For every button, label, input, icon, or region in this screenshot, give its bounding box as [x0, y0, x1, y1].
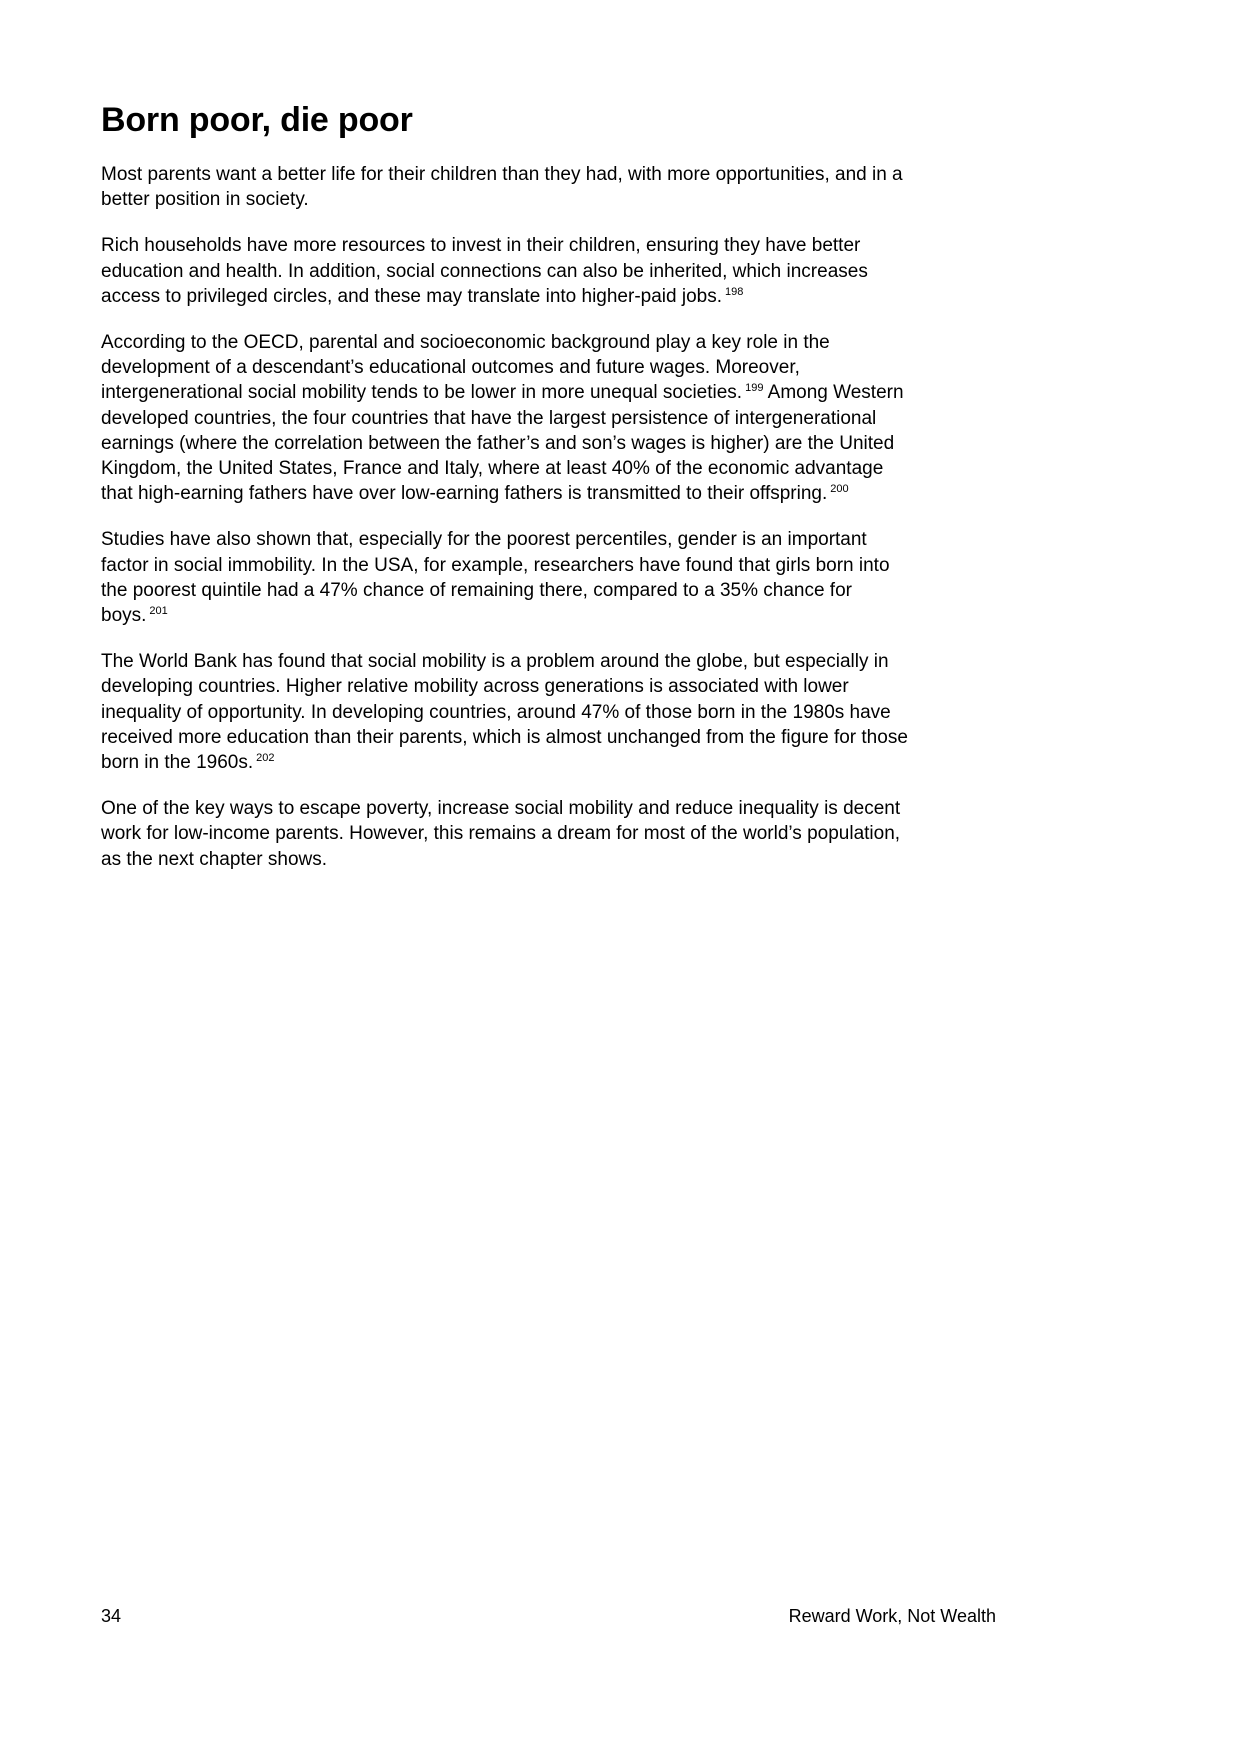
body-text — [101, 162, 913, 893]
footnote-ref[interactable]: 201 — [149, 605, 168, 618]
paragraph-text: The World Bank has found that social mobility is a problem around the globe, but especially in developing countries. Higher relative mobility across generations is associated with lower inequality of opportunity. In developing countries, around 47% of those born in the 1980s have received more education than their parents, which is almost unchanged from the figure for those born in the 1960s. — [101, 651, 908, 774]
footnote-ref[interactable]: 198 — [725, 285, 744, 298]
footnote-ref[interactable]: 199 — [745, 382, 764, 395]
paragraph-6 — [101, 796, 913, 872]
page-number: 34 — [101, 1606, 122, 1626]
paragraph-5 — [101, 649, 913, 775]
page-title: Born poor, die poor — [101, 101, 413, 139]
paragraph-text: Rich households have more resources to invest in their children, ensuring they have better education and health. In addition, social connections can also be inherited, which increases access to privileged circles, and these may translate into higher-paid jobs. — [101, 235, 868, 307]
paragraph-1 — [101, 162, 913, 212]
footnote-ref[interactable]: 200 — [830, 483, 849, 496]
report-title: Reward Work, Not Wealth — [788, 1606, 996, 1626]
footnote-ref[interactable]: 202 — [256, 752, 275, 765]
paragraph-2 — [101, 233, 913, 309]
paragraph-text: One of the key ways to escape poverty, increase social mobility and reduce inequality is decent work for low-income parents. However, this remains a dream for most of the world’s population, as the next chapter shows. — [101, 798, 901, 870]
paragraph-4 — [101, 527, 913, 628]
paragraph-text: Most parents want a better life for their children than they had, with more opportunities, and in a better position in society. — [101, 164, 903, 211]
paragraph-text-continued: Among Western developed countries, the four countries that have the largest persistence of intergenerational earnings (where the correlation between the father’s and son’s wages is higher) are the United Kingdom, the United States, France and Italy, where at least 40% of the economic advantage that high-earning fathers have over low-earning fathers is transmitted to their offspring. — [101, 382, 904, 505]
paragraph-3 — [101, 330, 913, 506]
paragraph-text: According to the OECD, parental and socioeconomic background play a key role in the development of a descendant’s educational outcomes and future wages. Moreover, intergenerational social mobility tends to be lower in more unequal societies. — [101, 332, 830, 404]
paragraph-text: Studies have also shown that, especially for the poorest percentiles, gender is an important factor in social immobility. In the USA, for example, researchers have found that girls born into the poorest quintile had a 47% chance of remaining there, compared to a 35% chance for boys. — [101, 529, 890, 627]
